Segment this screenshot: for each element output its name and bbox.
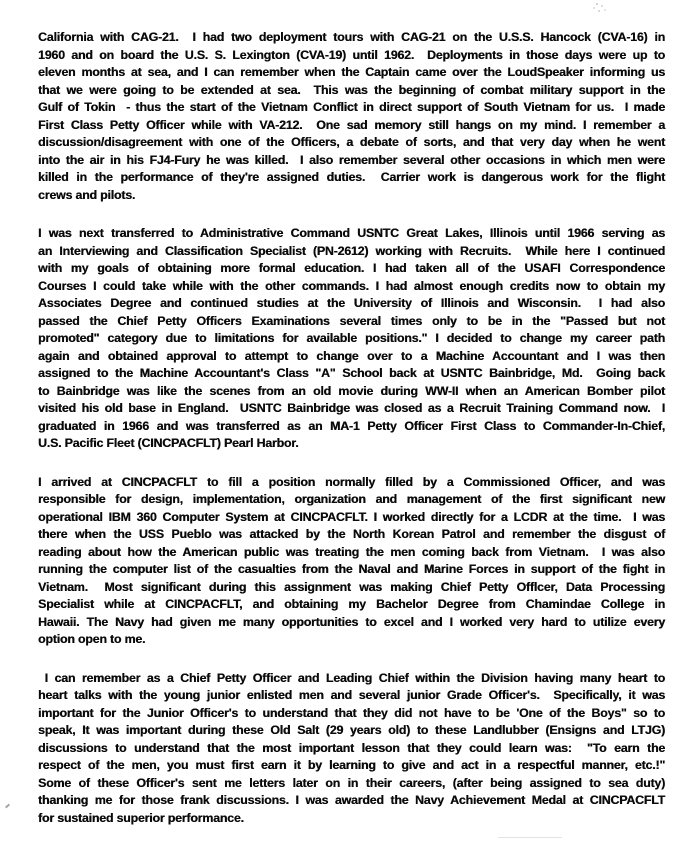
text-line: First Class Petty Officer while with VA-212. One sad memory still hangs on my mind. I remember a bbox=[38, 117, 665, 132]
text-line: promoted" category due to limitations for available positions." I decided to change my career path bbox=[38, 331, 665, 345]
text-line: reading about how the American public was treating the men coming back from Vietnam. I was also bbox=[38, 544, 665, 559]
text-line: passed the Chief Petty Officers Examinations several times only to be in the "Passed but not bbox=[38, 313, 665, 328]
text-line: 1960 and on board the U.S. S. Lexington (CVA-19) until 1962. Deployments in those days were up to bbox=[38, 47, 665, 62]
text-line: discussions to understand that the most important lesson that they could learn was: "To earn the bbox=[38, 740, 665, 755]
text-line: Associates Degree and continued studies at the University of Illinois and Wisconsin. I had also bbox=[38, 296, 665, 310]
text-line: for sustained superior performance. bbox=[38, 810, 244, 825]
text-line: visited his old base in England. USNTC Bainbridge was closed as a Recruit Training Command now. I bbox=[38, 401, 665, 415]
text-line: I was next transferred to Administrative Command USNTC Great Lakes, Illinois until 1966 serving as bbox=[38, 226, 665, 240]
text-line: an Interviewing and Classification Specialist (PN-2612) working with Recruits. While here I continued bbox=[38, 243, 665, 258]
paragraph bbox=[38, 474, 665, 649]
paragraph bbox=[38, 29, 665, 204]
text-line: that we were going to be extended at sea. This was the beginning of combat military support in the bbox=[38, 82, 665, 97]
text-line: crews and pilots. bbox=[38, 187, 136, 202]
text-line: Vietnam. Most significant during this assignment was making Chief Petty Offlcer, Data Processing bbox=[38, 579, 665, 594]
text-line: important for the Junior Officer's to understand that they did not have to be 'One of the Boys" so to bbox=[38, 705, 665, 720]
text-line: again and obtained approval to attempt to change over to a Machine Accountant and I was then bbox=[38, 348, 665, 363]
text-line: speak, It was important during these Old Salt (29 years old) to these Landlubber (Ensigns and LTJG) bbox=[38, 723, 665, 737]
text-line: running the computer list of the casualties from the Naval and Marine Forces in support of the fight in bbox=[38, 562, 665, 576]
text-line: into the air in his FJ4-Fury he was killed. I also remember several other occasions in which men were bbox=[38, 152, 665, 167]
text-line: I can remember as a Chief Petty Officer and Leading Chief within the Division having many heart to bbox=[38, 670, 665, 685]
text-line: to Bainbridge was like the scenes from an old movie during WW-II when an American Bomber pilot bbox=[38, 383, 665, 398]
text-line: operational IBM 360 Computer System at CINCPACFLT. I worked directly for a LCDR at the time. I was bbox=[38, 509, 665, 524]
text-line: California with CAG-21. I had two deployment tours with CAG-21 on the U.S.S. Hancock (CVA-16) in bbox=[38, 30, 665, 44]
document-text bbox=[38, 29, 665, 848]
paragraph bbox=[38, 225, 665, 453]
text-line: U.S. Pacific Fleet (CINCPACFLT) Pearl Harbor. bbox=[38, 436, 299, 450]
scan-speck bbox=[5, 804, 10, 809]
text-line: discussion/disagreement with one of the Officers, a debate of sorts, and that very day when he went bbox=[38, 135, 665, 149]
text-line: heart talks with the young junior enlisted men and several junior Grade Officer's. Specifically, it was bbox=[38, 688, 665, 702]
text-line: assigned to the Machine Accountant's Class "A" School back at USNTC Bainbridge, Md. Going back bbox=[38, 366, 665, 380]
text-line: there when the USS Pueblo was attacked by the North Korean Patrol and remember the disgust of bbox=[38, 527, 665, 541]
text-line: graduated in 1966 and was transferred as an MA-1 Petty Officer First Class to Commander-In-Chief, bbox=[38, 418, 665, 433]
text-line: thanking me for those frank discussions. I was awarded the Navy Achievement Medal at CINCPACFLT bbox=[38, 793, 665, 807]
text-line: option open to me. bbox=[38, 632, 146, 646]
text-line: Hawaii. The Navy had given me many opportunities to excel and I worked very hard to utilize every bbox=[38, 614, 665, 629]
text-line: eleven months at sea, and I can remember when the Captain came over the LoudSpeaker informing us bbox=[38, 65, 665, 79]
paragraph bbox=[38, 670, 665, 828]
text-line: with my goals of obtaining more formal education. I had taken all of the USAFI Correspondence bbox=[38, 261, 665, 275]
text-line: respect of the men, you must first earn it by learning to give and act in a respectful manner, etc.!" bbox=[38, 758, 665, 772]
text-line: killed in the performance of they're assigned duties. Carrier work is dangerous work for the flight bbox=[38, 170, 665, 184]
scan-speck bbox=[596, 3, 598, 5]
text-line: Gulf of Tokin - thus the start of the Vietnam Conflict in direct support of South Vietnam for us. I made bbox=[38, 100, 665, 114]
text-line: Courses I could take while with the other commands. I had almost enough credits now to obtain my bbox=[38, 278, 665, 293]
text-line: responsible for design, implementation, organization and management of the first significant new bbox=[38, 492, 665, 506]
text-line: I arrived at CINCPACFLT to fill a position normally filled by a Commissioned Officer, and was bbox=[38, 474, 665, 489]
text-line: Some of these Officer's sent me letters later on in their careers, (after being assigned to sea duty) bbox=[38, 775, 665, 790]
text-line: Specialist while at CINCPACFLT, and obtaining my Bachelor Degree from Chamindae College in bbox=[38, 597, 665, 611]
